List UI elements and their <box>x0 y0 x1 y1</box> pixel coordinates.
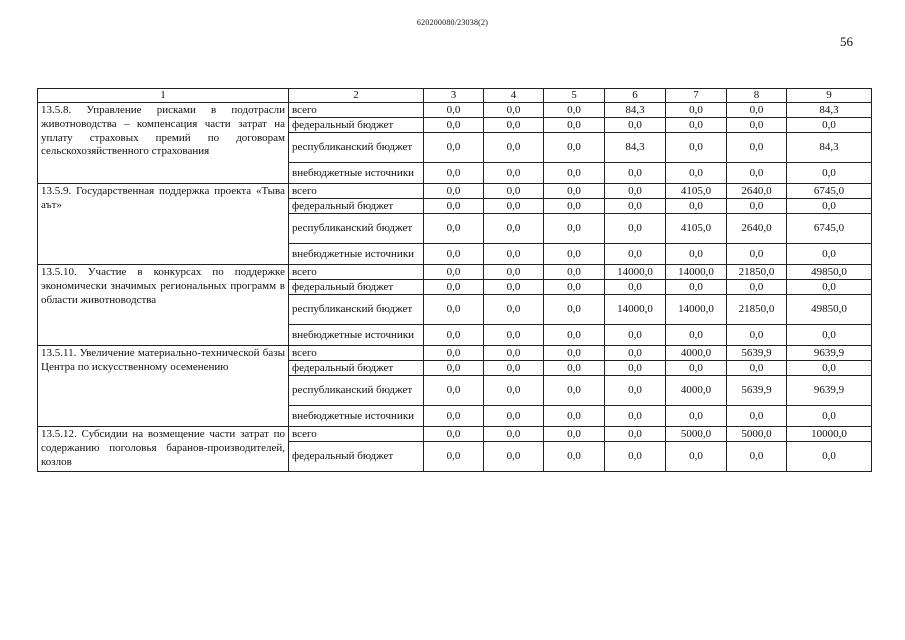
value-cell: 2640,0 <box>727 214 787 244</box>
value-cell: 5639,9 <box>727 376 787 406</box>
value-cell: 0,0 <box>727 442 787 472</box>
budget-table <box>37 88 872 472</box>
value-cell: 6745,0 <box>787 214 872 244</box>
column-header: 5 <box>544 89 605 103</box>
value-cell: 0,0 <box>484 133 544 163</box>
value-cell: 0,0 <box>424 406 484 427</box>
value-cell: 4000,0 <box>666 376 727 406</box>
value-cell: 0,0 <box>666 199 727 214</box>
value-cell: 0,0 <box>484 442 544 472</box>
value-cell: 0,0 <box>484 406 544 427</box>
value-cell: 6745,0 <box>787 184 872 199</box>
table-row <box>38 103 872 118</box>
value-cell: 0,0 <box>544 325 605 346</box>
value-cell: 0,0 <box>484 199 544 214</box>
value-cell: 49850,0 <box>787 265 872 280</box>
value-cell: 0,0 <box>605 280 666 295</box>
value-cell: 0,0 <box>666 103 727 118</box>
value-cell: 0,0 <box>605 163 666 184</box>
value-cell: 0,0 <box>787 325 872 346</box>
value-cell: 5639,9 <box>727 346 787 361</box>
value-cell: 0,0 <box>605 118 666 133</box>
value-cell: 0,0 <box>484 295 544 325</box>
value-cell: 5000,0 <box>727 427 787 442</box>
page-number: 56 <box>840 34 853 49</box>
value-cell: 0,0 <box>605 214 666 244</box>
value-cell: 14000,0 <box>605 295 666 325</box>
value-cell: 0,0 <box>605 244 666 265</box>
value-cell: 0,0 <box>544 103 605 118</box>
value-cell: 0,0 <box>605 325 666 346</box>
value-cell: 0,0 <box>787 406 872 427</box>
value-cell: 0,0 <box>605 361 666 376</box>
column-header: 3 <box>424 89 484 103</box>
value-cell: 0,0 <box>605 406 666 427</box>
value-cell: 84,3 <box>787 133 872 163</box>
value-cell: 0,0 <box>727 118 787 133</box>
funding-source: республиканский бюджет <box>289 376 424 406</box>
value-cell: 9639,9 <box>787 346 872 361</box>
table-row <box>38 427 872 442</box>
document-id: 620200080/23038(2) <box>416 18 489 27</box>
value-cell: 0,0 <box>727 244 787 265</box>
value-cell: 21850,0 <box>727 265 787 280</box>
funding-source: внебюджетные источники <box>289 244 424 265</box>
value-cell: 0,0 <box>666 325 727 346</box>
value-cell: 4000,0 <box>666 346 727 361</box>
value-cell: 0,0 <box>666 280 727 295</box>
value-cell: 0,0 <box>484 103 544 118</box>
value-cell: 0,0 <box>544 361 605 376</box>
value-cell: 0,0 <box>727 133 787 163</box>
value-cell: 0,0 <box>605 442 666 472</box>
value-cell: 0,0 <box>484 244 544 265</box>
value-cell: 0,0 <box>666 118 727 133</box>
column-header: 8 <box>727 89 787 103</box>
value-cell: 0,0 <box>544 442 605 472</box>
value-cell: 0,0 <box>787 361 872 376</box>
value-cell: 0,0 <box>544 184 605 199</box>
value-cell: 0,0 <box>544 199 605 214</box>
funding-source: федеральный бюджет <box>289 361 424 376</box>
column-header: 9 <box>787 89 872 103</box>
funding-source: федеральный бюджет <box>289 442 424 472</box>
funding-source: федеральный бюджет <box>289 280 424 295</box>
value-cell: 0,0 <box>666 442 727 472</box>
value-cell: 0,0 <box>424 199 484 214</box>
funding-source: всего <box>289 346 424 361</box>
column-header: 4 <box>484 89 544 103</box>
value-cell: 0,0 <box>424 103 484 118</box>
measure-name: 13.5.12. Субсидии на возмещение части затрат по содержанию поголовья баранов-производителей, козлов <box>38 427 289 472</box>
measure-name: 13.5.9. Государственная поддержка проекта «Тыва аът» <box>38 184 289 265</box>
value-cell: 0,0 <box>666 244 727 265</box>
column-header: 7 <box>666 89 727 103</box>
value-cell: 0,0 <box>787 163 872 184</box>
value-cell: 0,0 <box>484 118 544 133</box>
value-cell: 0,0 <box>424 280 484 295</box>
value-cell: 0,0 <box>424 442 484 472</box>
value-cell: 0,0 <box>484 376 544 406</box>
value-cell: 0,0 <box>544 427 605 442</box>
table-body <box>38 103 872 472</box>
value-cell: 0,0 <box>424 346 484 361</box>
value-cell: 0,0 <box>605 346 666 361</box>
value-cell: 10000,0 <box>787 427 872 442</box>
value-cell: 0,0 <box>666 133 727 163</box>
value-cell: 0,0 <box>544 163 605 184</box>
value-cell: 9639,9 <box>787 376 872 406</box>
column-header: 2 <box>289 89 424 103</box>
value-cell: 0,0 <box>727 103 787 118</box>
value-cell: 0,0 <box>727 163 787 184</box>
value-cell: 0,0 <box>424 376 484 406</box>
value-cell: 0,0 <box>424 244 484 265</box>
value-cell: 0,0 <box>484 361 544 376</box>
value-cell: 0,0 <box>424 427 484 442</box>
value-cell: 0,0 <box>484 280 544 295</box>
value-cell: 0,0 <box>424 184 484 199</box>
value-cell: 0,0 <box>666 361 727 376</box>
value-cell: 84,3 <box>787 103 872 118</box>
value-cell: 4105,0 <box>666 184 727 199</box>
value-cell: 0,0 <box>787 199 872 214</box>
column-header-row <box>38 89 872 103</box>
value-cell: 0,0 <box>727 280 787 295</box>
value-cell: 84,3 <box>605 103 666 118</box>
funding-source: внебюджетные источники <box>289 163 424 184</box>
value-cell: 0,0 <box>544 265 605 280</box>
value-cell: 0,0 <box>544 406 605 427</box>
table-row <box>38 265 872 280</box>
funding-source: федеральный бюджет <box>289 118 424 133</box>
value-cell: 84,3 <box>605 133 666 163</box>
value-cell: 0,0 <box>605 199 666 214</box>
value-cell: 4105,0 <box>666 214 727 244</box>
value-cell: 0,0 <box>484 163 544 184</box>
value-cell: 0,0 <box>484 214 544 244</box>
value-cell: 0,0 <box>424 118 484 133</box>
value-cell: 0,0 <box>424 361 484 376</box>
value-cell: 0,0 <box>424 265 484 280</box>
value-cell: 0,0 <box>544 346 605 361</box>
value-cell: 0,0 <box>544 133 605 163</box>
measure-name: 13.5.10. Участие в конкурсах по поддержке экономически значимых региональных программ в области животноводства <box>38 265 289 346</box>
value-cell: 0,0 <box>544 118 605 133</box>
value-cell: 0,0 <box>484 325 544 346</box>
value-cell: 0,0 <box>424 325 484 346</box>
value-cell: 0,0 <box>484 346 544 361</box>
value-cell: 0,0 <box>544 244 605 265</box>
value-cell: 0,0 <box>787 442 872 472</box>
funding-source: всего <box>289 427 424 442</box>
funding-source: всего <box>289 103 424 118</box>
value-cell: 49850,0 <box>787 295 872 325</box>
funding-source: республиканский бюджет <box>289 133 424 163</box>
value-cell: 0,0 <box>424 163 484 184</box>
funding-source: республиканский бюджет <box>289 295 424 325</box>
value-cell: 0,0 <box>544 295 605 325</box>
funding-source: всего <box>289 184 424 199</box>
funding-source: федеральный бюджет <box>289 199 424 214</box>
value-cell: 0,0 <box>424 133 484 163</box>
funding-source: республиканский бюджет <box>289 214 424 244</box>
value-cell: 14000,0 <box>666 265 727 280</box>
value-cell: 0,0 <box>484 427 544 442</box>
value-cell: 0,0 <box>605 184 666 199</box>
measure-name: 13.5.11. Увеличение материально-технической базы Центра по искусственному осеменению <box>38 346 289 427</box>
value-cell: 14000,0 <box>666 295 727 325</box>
value-cell: 2640,0 <box>727 184 787 199</box>
funding-source: внебюджетные источники <box>289 406 424 427</box>
value-cell: 0,0 <box>544 214 605 244</box>
value-cell: 0,0 <box>727 199 787 214</box>
value-cell: 0,0 <box>484 184 544 199</box>
value-cell: 21850,0 <box>727 295 787 325</box>
table-row <box>38 184 872 199</box>
value-cell: 0,0 <box>787 280 872 295</box>
value-cell: 0,0 <box>666 163 727 184</box>
value-cell: 0,0 <box>787 244 872 265</box>
value-cell: 0,0 <box>484 265 544 280</box>
value-cell: 0,0 <box>727 406 787 427</box>
column-header: 1 <box>38 89 289 103</box>
value-cell: 0,0 <box>787 118 872 133</box>
column-header: 6 <box>605 89 666 103</box>
value-cell: 0,0 <box>544 376 605 406</box>
value-cell: 0,0 <box>605 427 666 442</box>
value-cell: 0,0 <box>605 376 666 406</box>
value-cell: 14000,0 <box>605 265 666 280</box>
value-cell: 0,0 <box>727 361 787 376</box>
funding-source: всего <box>289 265 424 280</box>
measure-name: 13.5.8. Управление рисками в подотрасли животноводства – компенсация части затрат на уплату страховых премий по договорам сельскохозяйственного страхования <box>38 103 289 184</box>
table-row <box>38 346 872 361</box>
funding-source: внебюджетные источники <box>289 325 424 346</box>
value-cell: 0,0 <box>424 295 484 325</box>
value-cell: 0,0 <box>666 406 727 427</box>
value-cell: 0,0 <box>727 325 787 346</box>
value-cell: 5000,0 <box>666 427 727 442</box>
value-cell: 0,0 <box>544 280 605 295</box>
value-cell: 0,0 <box>424 214 484 244</box>
